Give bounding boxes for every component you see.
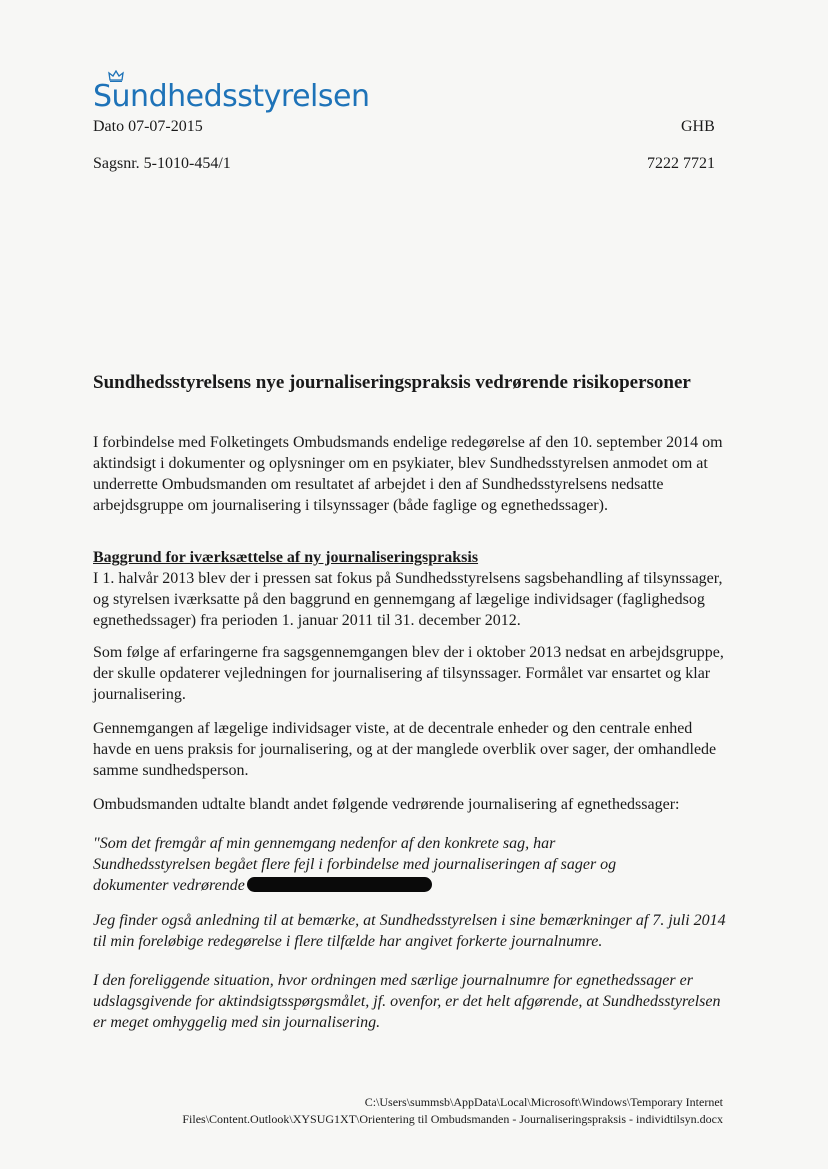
background-section bbox=[93, 547, 733, 631]
quote-1: "Som det fremgår af min gennemgang nedenfor af den konkrete sag, har Sundhedsstyrelsen begået flere fejl i forbindelse med journaliseringen af sager og dokumenter vedrørende bbox=[93, 835, 617, 894]
paragraph-4: Ombudsmanden udtalte blandt andet følgende vedrørende journalisering af egnethedssager: bbox=[93, 796, 680, 813]
quote-2-block bbox=[93, 910, 733, 952]
case-number-label: Sagsnr. 5-1010-454/1 bbox=[93, 155, 231, 172]
logo-text: Sundhedsstyrelsen bbox=[93, 79, 370, 114]
quote-1-block bbox=[93, 833, 633, 896]
section-heading: Baggrund for iværksættelse af ny journaliseringspraksis bbox=[93, 549, 479, 566]
footer-line-2: Files\Content.Outlook\XYSUG1XT\Orientering til Ombudsmanden - Journaliseringspraksis - individtilsyn.docx bbox=[182, 1112, 723, 1126]
paragraph-1: I 1. halvår 2013 blev der i pressen sat fokus på Sundhedsstyrelsens sagsbehandling af tilsynssager, og styrelsen iværksatte på den baggrund en gennemgang af lægelige individsager (faglighedsog egnethedssager) fra perioden 1. januar 2011 til 31. december 2012. bbox=[93, 570, 723, 629]
quote-3-block bbox=[93, 970, 733, 1033]
intro-paragraph bbox=[93, 432, 733, 516]
paragraph-4-block bbox=[93, 794, 733, 815]
phone-label: 7222 7721 bbox=[647, 155, 715, 172]
paragraph-2: Som følge af erfaringerne fra sagsgennemgangen blev der i oktober 2013 nedsat en arbejdsgruppe, der skulle opdaterer vejledningen for journalisering af tilsynssager. Formålet var ensartet og klar journalisering. bbox=[93, 644, 724, 703]
redaction-bar bbox=[247, 877, 432, 892]
footer-line-1: C:\Users\summsb\AppData\Local\Microsoft\Windows\Temporary Internet bbox=[364, 1095, 723, 1109]
footer-file-path bbox=[60, 1094, 723, 1128]
date-label: Dato 07-07-2015 bbox=[93, 118, 203, 135]
quote-3: I den foreliggende situation, hvor ordningen med særlige journalnumre for egnethedssager er udslagsgivende for aktindsigtsspørgsmålet, jf. ovenfor, er det helt afgørende, at Sundhedsstyrelsen er meget omhyggelig med sin journalisering. bbox=[93, 972, 721, 1031]
quote-2: Jeg finder også anledning til at bemærke, at Sundhedsstyrelsen i sine bemærkninger af 7. juli 2014 til min foreløbige redegørelse i flere tilfælde har angivet forkerte journalnumre. bbox=[93, 912, 726, 950]
paragraph-2-block bbox=[93, 642, 733, 705]
document-title: Sundhedsstyrelsens nye journaliseringspraksis vedrørende risikopersoner bbox=[93, 372, 691, 393]
paragraph-3: Gennemgangen af lægelige individsager viste, at de decentrale enheder og den centrale enhed havde en uens praksis for journalisering, og at der manglede overblik over sager, der omhandlede samme sundhedsperson. bbox=[93, 720, 717, 779]
paragraph-3-block bbox=[93, 718, 733, 781]
initials-label: GHB bbox=[681, 118, 715, 135]
logo bbox=[93, 79, 370, 114]
intro-text: I forbindelse med Folketingets Ombudsmands endelige redegørelse af den 10. september 2014 om aktindsigt i dokumenter og oplysninger om en psykiater, blev Sundhedsstyrelsen anmodet om at underrette Ombudsmanden om resultatet af arbejdet i den af Sundhedsstyrelsens nedsatte arbejdsgruppe om journalisering i tilsynssager (både faglige og egnethedssager). bbox=[93, 434, 723, 514]
